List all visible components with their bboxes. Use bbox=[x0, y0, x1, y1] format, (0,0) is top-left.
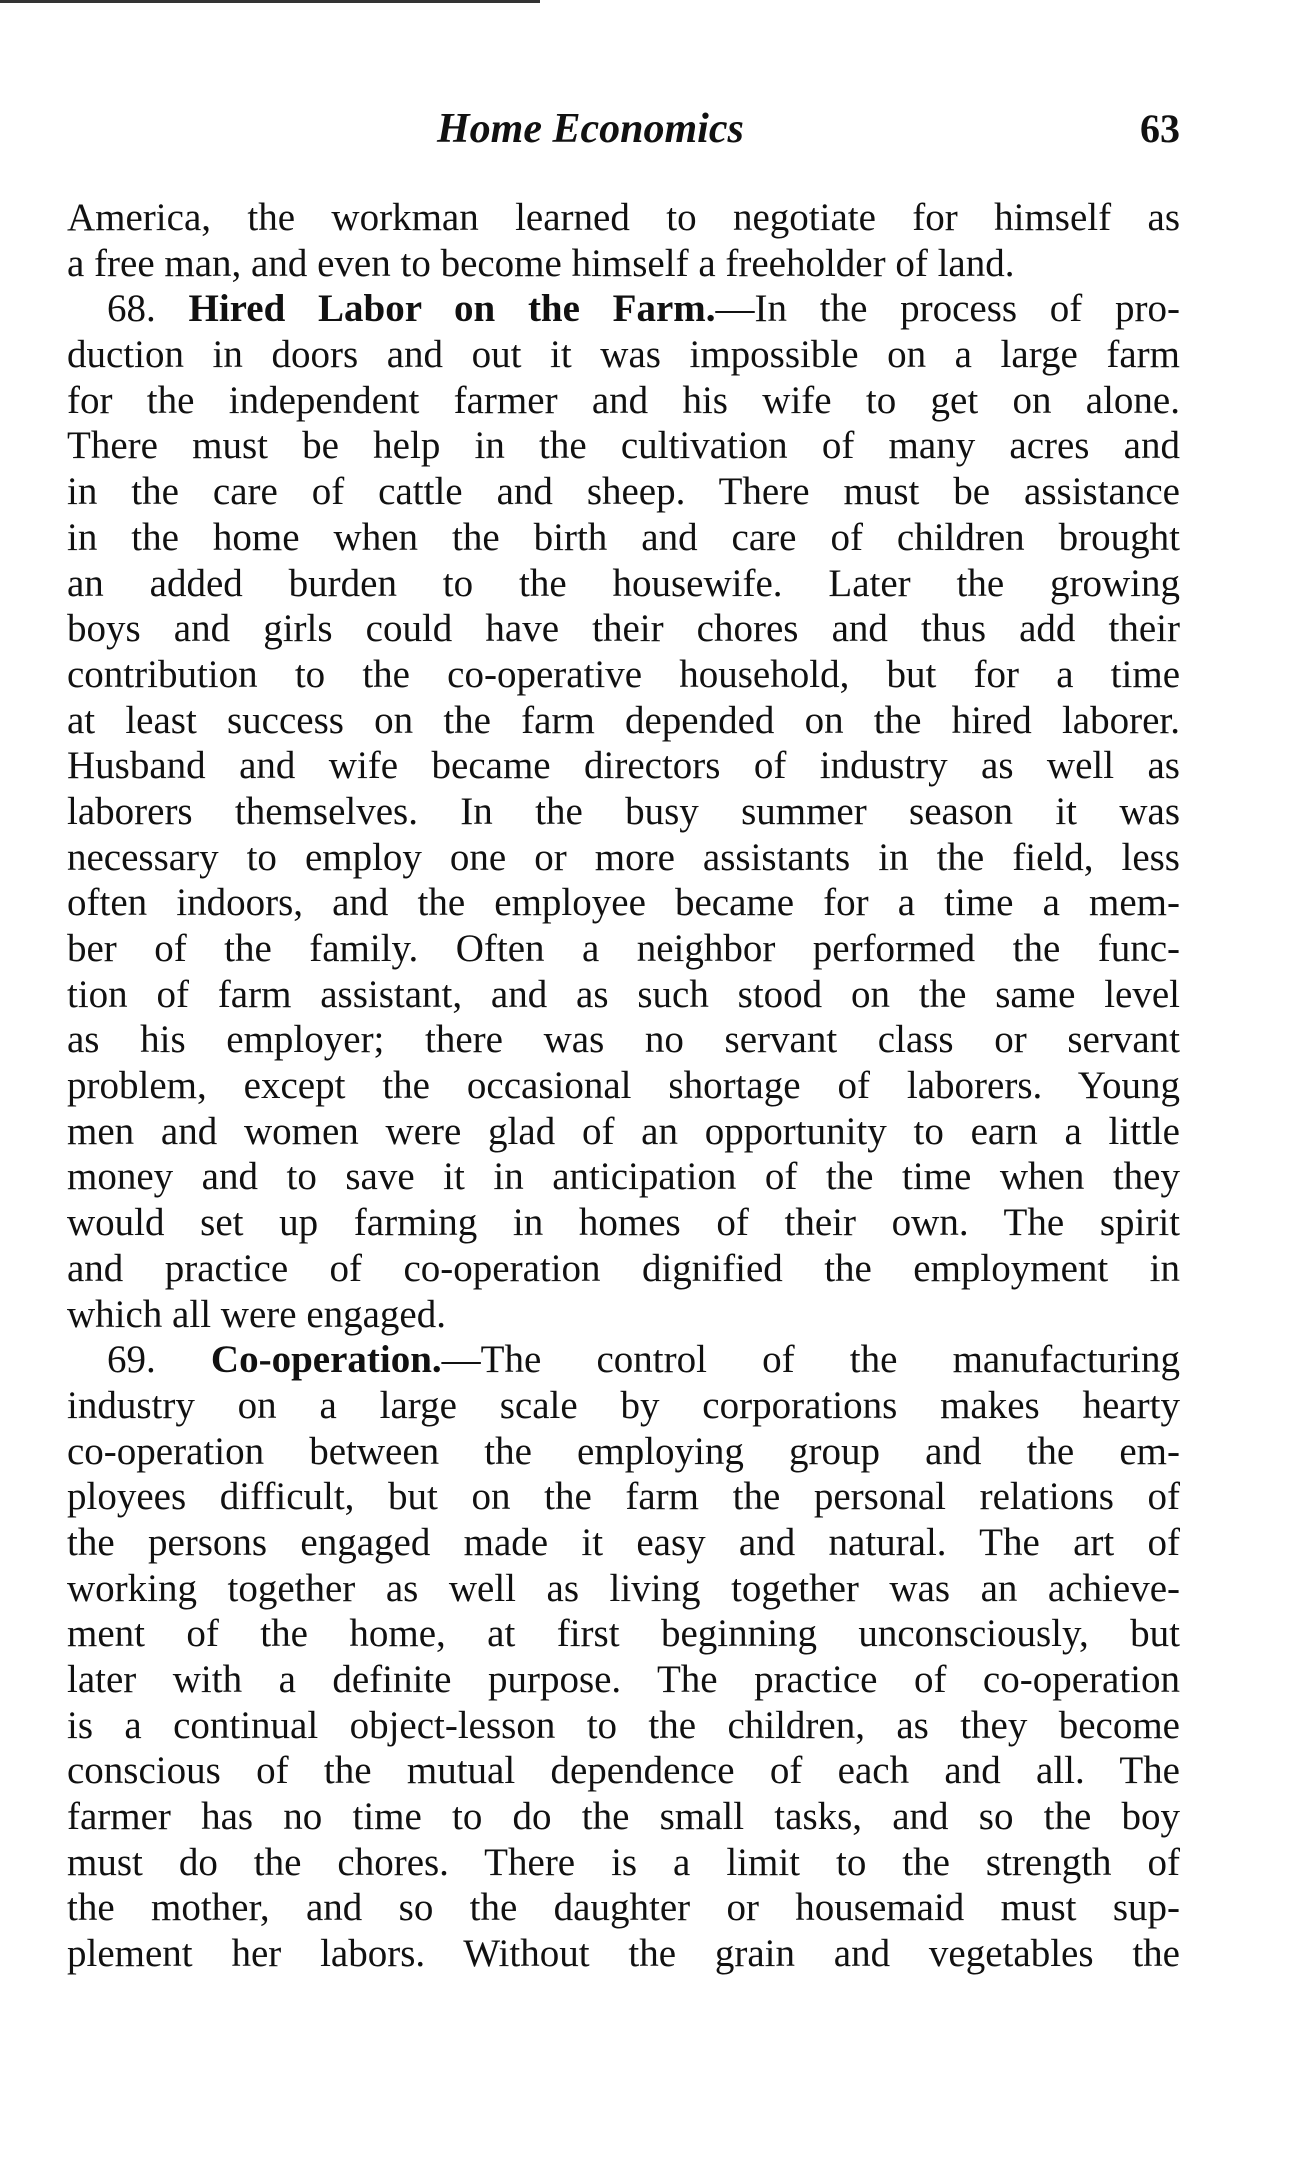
text-line: industry on a large scale by corporations makes hearty bbox=[67, 1383, 1180, 1427]
text-line: ber of the family. Often a neighbor performed the func- bbox=[67, 927, 1180, 970]
text-line: problem, except the occasional shortage of laborers. Young bbox=[67, 1064, 1180, 1108]
text-line: as his employer; there was no servant class or servant bbox=[67, 1018, 1180, 1062]
text-run: —In the process of pro- bbox=[715, 287, 1180, 331]
paragraph-69 bbox=[67, 1337, 1180, 1977]
text-line: tion of farm assistant, and as such stood on the same level bbox=[67, 972, 1180, 1016]
text-line: ment of the home, at first beginning unconsciously, but bbox=[67, 1612, 1180, 1656]
text-line: contribution to the co-operative household, but for a time bbox=[67, 652, 1180, 696]
text-line: ployees difficult, but on the farm the personal relations of bbox=[67, 1475, 1180, 1519]
text-line: later with a definite purpose. The practice of co-operation bbox=[67, 1658, 1180, 1701]
text-line: the persons engaged made it easy and natural. The art of bbox=[67, 1520, 1180, 1564]
section-number: 68. bbox=[107, 287, 156, 331]
text-line: laborers themselves. In the busy summer season it was bbox=[67, 789, 1180, 833]
text-line: men and women were glad of an opportunity to earn a little bbox=[67, 1109, 1180, 1153]
text-line: a free man, and even to become himself a freeholder of land. bbox=[67, 241, 1015, 285]
text-line: often indoors, and the employee became for a time a mem- bbox=[67, 881, 1180, 925]
text-line: working together as well as living together was an achieve- bbox=[67, 1566, 1180, 1610]
section-heading-line bbox=[67, 286, 1180, 332]
text-line: and practice of co-operation dignified the employment in bbox=[67, 1246, 1180, 1290]
running-title: Home Economics bbox=[437, 106, 744, 152]
paragraph-continued bbox=[67, 195, 1180, 286]
text-line: an added burden to the housewife. Later the growing bbox=[67, 561, 1180, 605]
text-line: would set up farming in homes of their own. The spirit bbox=[67, 1201, 1180, 1245]
text-line: duction in doors and out it was impossible on a large farm bbox=[67, 333, 1180, 377]
text-line: must do the chores. There is a limit to the strength of bbox=[67, 1840, 1180, 1884]
text-line: in the care of cattle and sheep. There must be assistance bbox=[67, 470, 1180, 514]
paragraph-68 bbox=[67, 286, 1180, 1337]
text-line: farmer has no time to do the small tasks, and so the boy bbox=[67, 1795, 1180, 1839]
text-line: at least success on the farm depended on the hired laborer. bbox=[67, 698, 1180, 742]
text-line: which all were engaged. bbox=[67, 1292, 446, 1336]
page-number: 63 bbox=[1140, 106, 1180, 151]
text-line: co-operation between the employing group and the em- bbox=[67, 1429, 1180, 1473]
section-number: 69. bbox=[107, 1338, 156, 1382]
section-heading: Hired Labor on the Farm. bbox=[188, 287, 716, 331]
text-line: America, the workman learned to negotiate for himself as bbox=[67, 196, 1180, 239]
text-line: conscious of the mutual dependence of each and all. The bbox=[67, 1749, 1180, 1793]
body-text bbox=[67, 195, 1180, 1977]
text-line: There must be help in the cultivation of many acres and bbox=[67, 424, 1180, 468]
text-line: boys and girls could have their chores and thus add their bbox=[67, 607, 1180, 651]
section-heading-line bbox=[67, 1337, 1180, 1383]
text-line: the mother, and so the daughter or housemaid must sup- bbox=[67, 1886, 1180, 1930]
page-header bbox=[67, 105, 1180, 155]
text-line: in the home when the birth and care of children brought bbox=[67, 515, 1180, 559]
scan-edge-line bbox=[0, 0, 540, 3]
text-line: for the independent farmer and his wife to get on alone. bbox=[67, 378, 1180, 422]
text-run: —The control of the manufacturing bbox=[441, 1338, 1180, 1382]
section-heading: Co-operation. bbox=[210, 1338, 442, 1382]
text-line: money and to save it in anticipation of the time when they bbox=[67, 1155, 1180, 1199]
text-line: necessary to employ one or more assistants in the field, less bbox=[67, 835, 1180, 879]
text-line: plement her labors. Without the grain and vegetables the bbox=[67, 1932, 1180, 1976]
text-line: Husband and wife became directors of industry as well as bbox=[67, 744, 1180, 788]
text-line: is a continual object-lesson to the children, as they become bbox=[67, 1703, 1180, 1747]
